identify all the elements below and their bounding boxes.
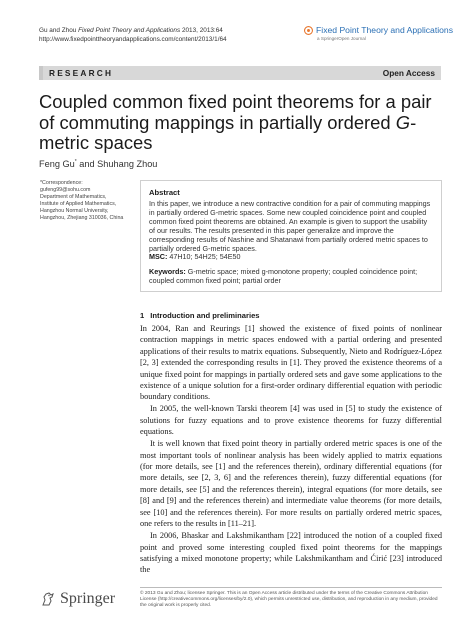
- author-gu[interactable]: Feng Gu: [39, 159, 75, 170]
- paragraph: It is well known that fixed point theory in partially ordered metric spaces is one of the most important tools of nonlinear analysis has been widely applied to matrix equations (for more details, see [1] and the references therein), ordinary differential equations (for more details, see [2, 3, 6] and the references therein), fuzzy differential equations (for more details, see [5] and the references therein), integral equations (for more details, see [8] and [9] and the references therein) and intermediate value theorems (for more details, see [10] and the references therein). For more results on partially ordered metric spaces, one refers to the results in [11–21].: [140, 439, 442, 529]
- citation-volume: 2013, 2013:64: [180, 27, 223, 34]
- msc-codes: MSC: 47H10; 54H25; 54E50: [149, 252, 241, 262]
- license-text: © 2013 Gu and Zhou; licensee Springer. This is an Open Access article distributed under the terms of the Creative Commons Attribution License (http://creativecommons.org/licenses/by/2.0), which permits unrestricted use, distribution, and reproduction in any medium, provided the original work is properly cited.: [140, 591, 438, 609]
- citation-authors: Gu and Zhou: [39, 27, 77, 34]
- citation-header: [39, 27, 227, 44]
- correspondence-email[interactable]: gufeng99@sohu.com: [40, 187, 91, 193]
- article-title: Coupled common fixed point theorems for a pair of commuting mappings in partially ordered G-metric spaces: [39, 91, 432, 153]
- citation-journal: Fixed Point Theory and Applications: [78, 27, 181, 34]
- correspondence-block: *Correspondence: gufeng99@sohu.com Department of Mathematics, Institute of Applied Mathematics, Hangzhou Normal University, Hangzhou, Zhejiang 310036, China: [40, 180, 135, 222]
- journal-brand[interactable]: [304, 25, 453, 41]
- section-number: 1: [140, 311, 145, 320]
- article-type-bar: [39, 66, 441, 80]
- paragraph: In 2006, Bhaskar and Lakshmikantham [22] introduced the notion of a coupled fixed point and proved some interesting coupled fixed point theorems for the mappings satisfying a mixed monotone property; while Lakshmikantham and Ćirić [23] introduced the: [140, 531, 442, 575]
- author-zhou[interactable]: and Shuhang Zhou: [76, 159, 158, 170]
- correspondence-mark: *: [74, 159, 77, 165]
- abstract-box: [140, 180, 442, 292]
- abstract-heading: Abstract: [149, 188, 180, 197]
- journal-subtitle: a SpringerOpen Journal: [317, 36, 366, 41]
- open-access-label: Open Access: [382, 68, 435, 78]
- author-list: [39, 159, 157, 169]
- journal-name: Fixed Point Theory and Applications: [316, 25, 453, 35]
- keywords: Keywords: G-metric space; mixed g-monotone property; coupled coincidence point; coupled common fixed point; partial order: [149, 267, 418, 286]
- paragraph: In 2005, the well-known Tarski theorem [4] was used in [5] to study the existence of solutions for fuzzy equations and to prove existence theorems for fuzzy differential equations.: [140, 404, 442, 437]
- abstract-text: In this paper, we introduce a new contractive condition for a pair of commuting mappings in partially ordered G-metric spaces. Some new coupled coincidence point and coupled common fixed point theorems are obtained. An example is given to support the usability of our results. The results presented in this paper generalize and improve the corresponding results of Nashine and Shatanawi from partially ordered metric spaces to partially ordered G-metric spaces.: [149, 199, 431, 253]
- springeropen-icon: [304, 26, 313, 35]
- section-title: Introduction and preliminaries: [150, 311, 260, 320]
- article-url[interactable]: http://www.fixedpointtheoryandapplications.com/content/2013/1/64: [39, 35, 227, 43]
- body-text: [140, 323, 442, 576]
- springer-logo: [40, 590, 115, 608]
- article-type-label: RESEARCH: [49, 68, 114, 78]
- springer-horse-icon: [40, 591, 56, 607]
- section-heading: [140, 311, 260, 320]
- springer-wordmark: Springer: [60, 590, 116, 607]
- paragraph: In 2004, Ran and Reurings [1] showed the existence of fixed points of nonlinear contraction mappings in metric spaces endowed with a partial ordering and presented applications of their results to matrix equations. Subsequently, Nieto and Rodríguez-López [2, 3] extended the corresponding results in [1]. They proved the existence theorems of a unique fixed point for mappings in partially ordered sets and gave some applications to the existence of a unique solution for a first-order ordinary differential equation with periodic boundary conditions.: [140, 324, 442, 402]
- footer-divider: [140, 587, 442, 588]
